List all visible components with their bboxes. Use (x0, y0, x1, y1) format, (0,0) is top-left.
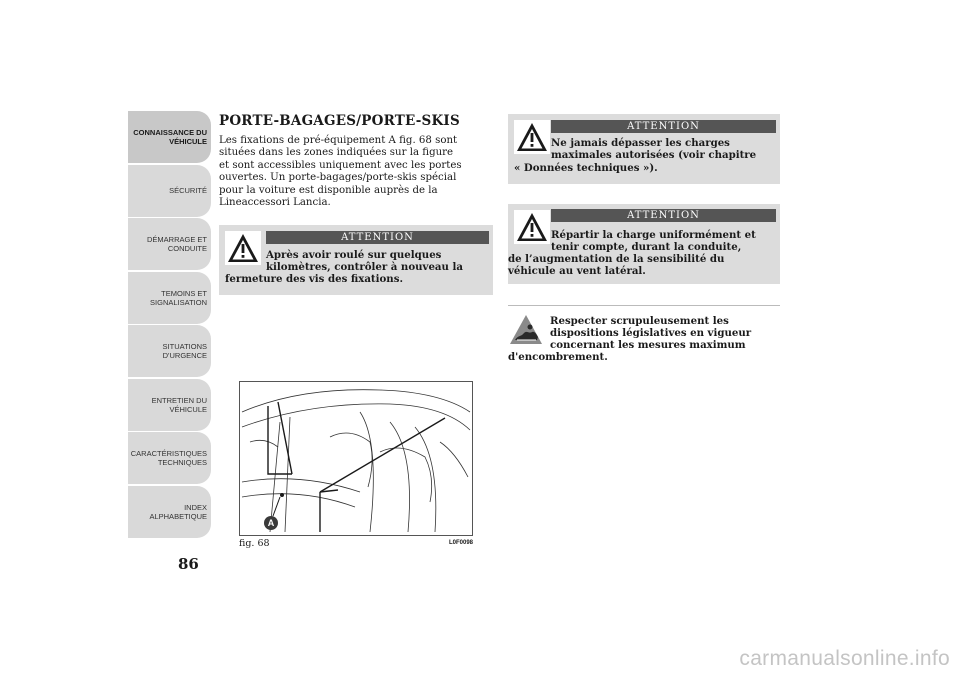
warning-line: kilomètres, contrôler à nouveau la (266, 261, 463, 273)
warning-line: véhicule au vent latéral. (508, 265, 646, 277)
warning-header: ATTENTION (266, 231, 489, 244)
tab-label-line2: VÉHICULE (169, 404, 207, 414)
body-line: et sont accessibles uniquement avec les portes (219, 159, 462, 171)
warning-box-charges (508, 114, 780, 184)
note-line: dispositions législatives en vigueur (550, 327, 752, 339)
warning-triangle-icon (514, 210, 550, 244)
warning-line: tenir compte, durant la conduite, (551, 241, 742, 253)
environment-icon (508, 313, 544, 347)
tab-label-line1: SÉCURITÉ (169, 186, 207, 195)
warning-line: de l’augmentation de la sensibilité du (508, 253, 725, 265)
warning-box-fixations (219, 225, 493, 295)
left-column (219, 111, 494, 209)
tab-label-line1: INDEX (184, 502, 207, 512)
watermark: carmanualsonline.info (739, 647, 950, 670)
tab-demarrage-et-conduite[interactable] (128, 218, 211, 270)
body-line: situées dans les zones indiquées sur la figure (219, 147, 454, 159)
warning-line: fermeture des vis des fixations. (225, 273, 403, 285)
tab-label-line2: ALPHABETIQUE (149, 511, 207, 521)
tab-caracteristiques-techniques[interactable] (128, 432, 211, 484)
tab-label-line1: CARACTÉRISTIQUES (130, 449, 207, 458)
warning-triangle-icon (225, 231, 261, 265)
tab-securite[interactable] (128, 165, 211, 217)
warning-line: Répartir la charge uniformément et (551, 229, 756, 241)
body-line: Les fixations de pré-équipement A fig. 68 sont (219, 135, 458, 146)
warning-line: Ne jamais dépasser les charges (551, 137, 730, 149)
tab-label-line1: SITUATIONS (162, 342, 207, 351)
figure-caption: fig. 68 (239, 538, 270, 549)
tab-label-line2: D'URGENCE (162, 351, 207, 360)
car-interior-illustration (240, 382, 472, 535)
warning-header: ATTENTION (551, 120, 776, 133)
figure-code: L0F0098 (449, 540, 474, 546)
section-title: PORTE-BAGAGES/PORTE-SKIS (219, 113, 460, 129)
tab-connaissance-du-vehicule[interactable] (128, 111, 211, 163)
body-line: ouvertes. Un porte-bagages/porte-skis spécial (219, 172, 457, 184)
tab-entretien-du-vehicule[interactable] (128, 379, 211, 431)
page-number: 86 (178, 555, 199, 573)
tab-label-line1: ENTRETIEN DU (151, 395, 207, 405)
warning-line: Après avoir roulé sur quelques (266, 249, 442, 261)
warning-line: maximales autorisées (voir chapitre (551, 149, 757, 161)
divider (508, 305, 780, 306)
warning-header: ATTENTION (551, 209, 776, 222)
body-line: Lineaccessori Lancia. (219, 197, 331, 209)
tab-label-line1: CONNAISSANCE DU (133, 128, 207, 137)
warning-box-repartir-charge (508, 204, 780, 284)
tab-index-alphabetique[interactable] (128, 486, 211, 538)
warning-triangle-icon (514, 120, 550, 154)
figure-roof-rack-fixations (239, 381, 473, 536)
tab-label-line2: SIGNALISATION (150, 297, 207, 307)
tab-label-line2: CONDUITE (167, 244, 207, 253)
tab-situations-d-urgence[interactable] (128, 325, 211, 377)
tab-label-line2: TECHNIQUES (157, 458, 207, 467)
warning-line: « Données techniques »). (514, 162, 658, 174)
tab-label-line2: VÉHICULE (169, 137, 207, 146)
note-line: Respecter scrupuleusement les (550, 315, 729, 327)
body-line: pour la voiture est disponible auprès de la (219, 184, 438, 196)
marker-label: A (267, 518, 275, 528)
section-body (219, 135, 494, 209)
tab-label-line1: DÉMARRAGE ET (146, 235, 207, 244)
chapter-tabs (128, 111, 211, 539)
note-line: d'encombrement. (508, 351, 608, 363)
fixation-marker-a (264, 516, 278, 530)
tab-label-line1: TEMOINS ET (161, 288, 207, 298)
note-line: concernant les mesures maximum (550, 339, 746, 351)
tab-temoins-et-signalisation[interactable] (128, 272, 211, 324)
